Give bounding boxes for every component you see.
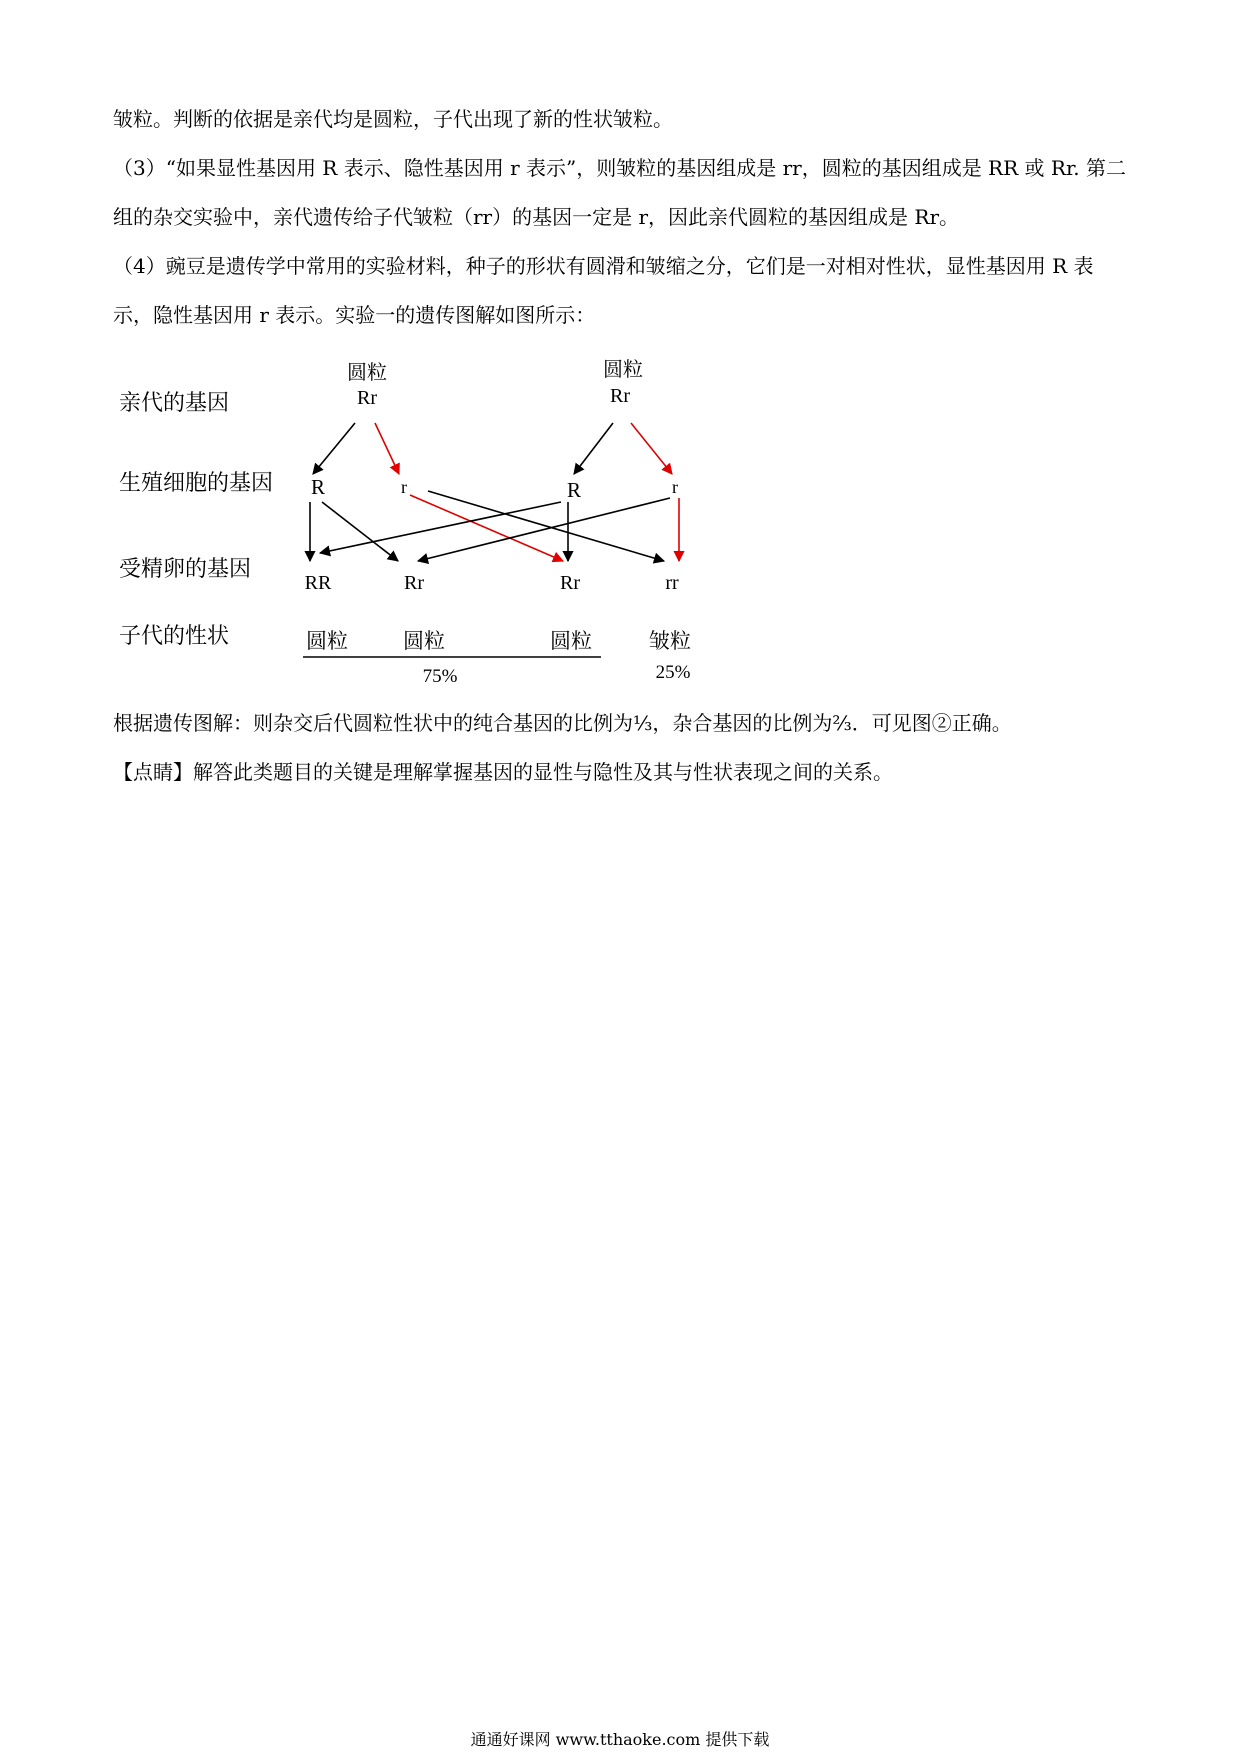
dominant-ratio: 75% xyxy=(422,666,458,687)
recessive-ratio: 25% xyxy=(655,662,691,683)
zygote-1: RR xyxy=(304,572,332,594)
gamete-3: R xyxy=(566,478,582,502)
arrow-r1-Rr xyxy=(410,495,563,561)
paragraph-5: 【点睛】解答此类题目的关键是理解掌握基因的显性与隐性及其与性状表现之间的关系。 xyxy=(113,760,893,784)
row-label-gamete: 生殖细胞的基因 xyxy=(119,471,274,496)
gamete-4: r xyxy=(672,477,678,497)
parent-1-genotype: Rr xyxy=(357,387,377,409)
offspring-trait-2: 圆粒 xyxy=(403,629,445,653)
arrow-p1-r xyxy=(375,423,399,474)
zygote-3: Rr xyxy=(560,572,580,594)
offspring-trait-4: 皱粒 xyxy=(649,629,691,653)
zygote-4: rr xyxy=(665,572,679,594)
paragraph-2: （3）“如果显性基因用 R 表示、隐性基因用 r 表示”，则皱粒的基因组成是 rr，圆粒的基因组成是 RR 或 Rr. 第二组的杂交实验中，亲代遗传给子代皱粒（rr）的基因一定是 r，因此亲代圆粒的基因组成是 Rr。 xyxy=(113,156,1127,229)
arrow-p1-R xyxy=(313,423,355,474)
paragraph-1: 皱粒。判断的依据是亲代均是圆粒，子代出现了新的性状皱粒。 xyxy=(113,107,673,131)
row-label-parent: 亲代的基因 xyxy=(119,391,230,416)
paragraph-4: 根据遗传图解：则杂交后代圆粒性状中的纯合基因的比例为⅓，杂合基因的比例为⅔．可见图②正确。 xyxy=(113,711,1012,735)
arrow-r1-rr xyxy=(428,491,664,561)
parent-1-trait: 圆粒 xyxy=(347,360,387,384)
row-label-zygote: 受精卵的基因 xyxy=(119,557,252,582)
row-label-offspring: 子代的性状 xyxy=(119,624,230,649)
offspring-trait-3: 圆粒 xyxy=(550,629,592,653)
gamete-2: r xyxy=(401,477,407,497)
zygote-2: Rr xyxy=(404,572,424,594)
parent-2-trait: 圆粒 xyxy=(603,357,643,381)
arrow-p2-r xyxy=(631,423,672,474)
offspring-trait-1: 圆粒 xyxy=(306,629,348,653)
gamete-1: R xyxy=(310,475,326,499)
parent-2-genotype: Rr xyxy=(610,385,630,407)
arrow-p2-R xyxy=(574,423,613,474)
paragraph-3: （4）豌豆是遗传学中常用的实验材料，种子的形状有圆滑和皱缩之分，它们是一对相对性状，显性基因用 R 表示，隐性基因用 r 表示。实验一的遗传图解如图所示： xyxy=(113,254,1094,327)
page-footer: 通通好课网 www.tthaoke.com 提供下载 xyxy=(470,1730,770,1749)
arrow-R1-Rr xyxy=(322,502,398,561)
